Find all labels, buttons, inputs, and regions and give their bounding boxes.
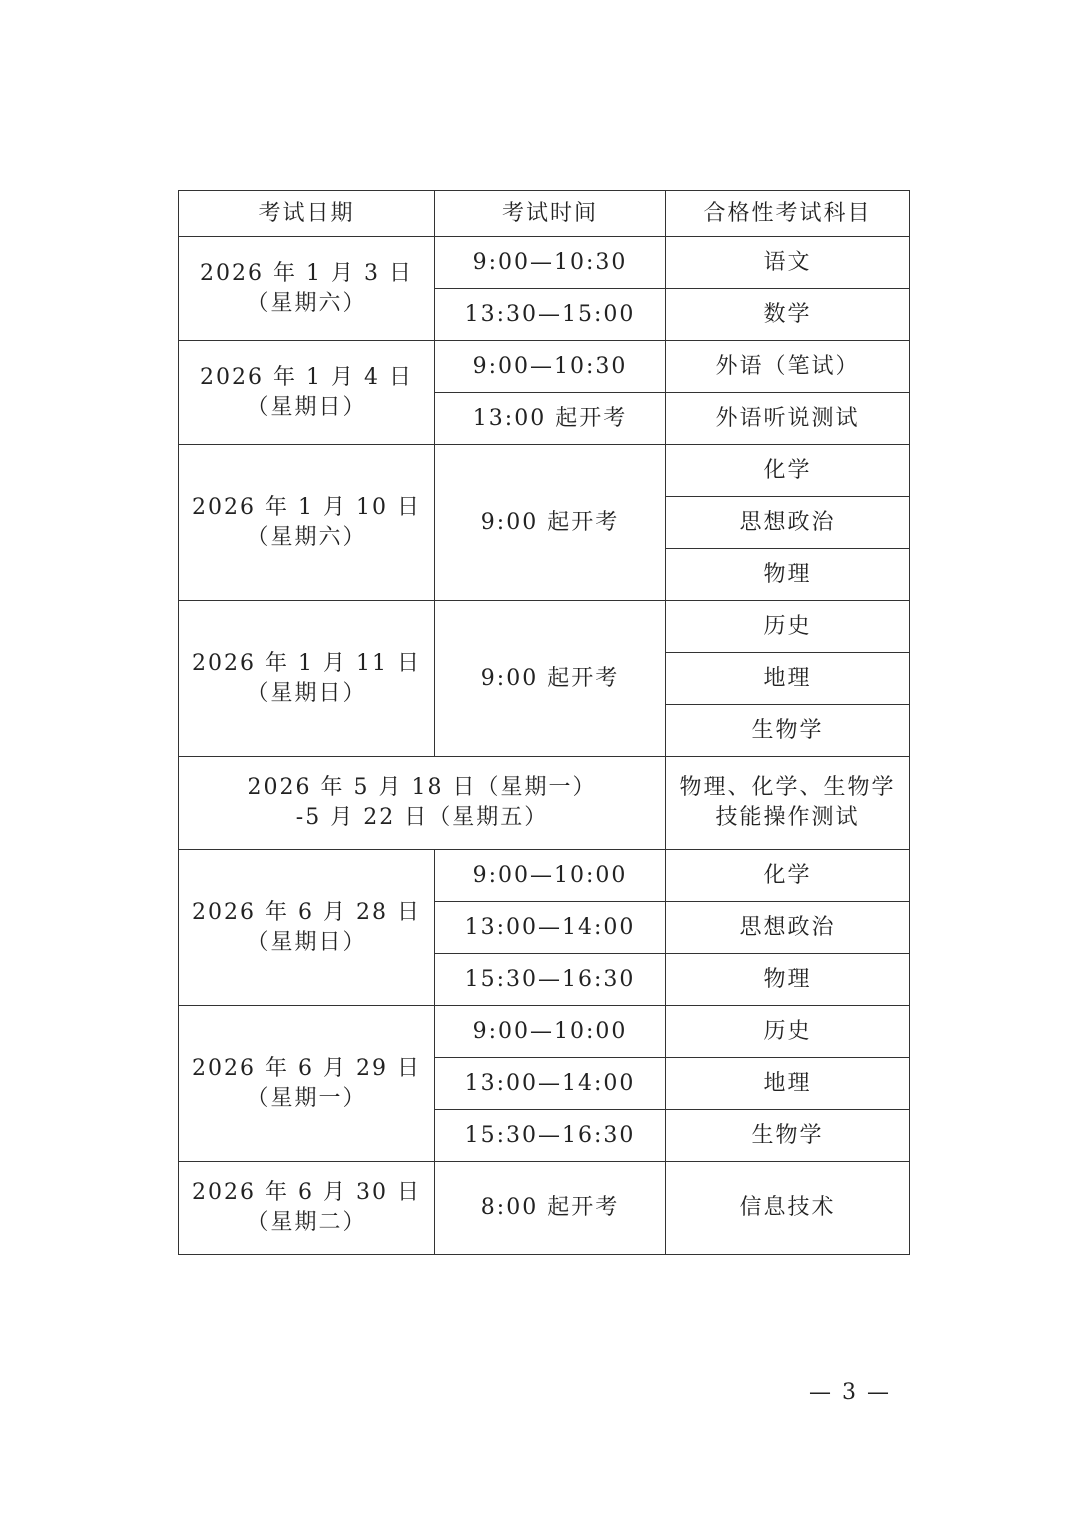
subject-cell: 语文 bbox=[666, 237, 910, 289]
subject-cell bbox=[666, 757, 910, 850]
subject-cell: 信息技术 bbox=[666, 1162, 910, 1255]
date-cell bbox=[179, 445, 435, 601]
subject-cell: 生物学 bbox=[666, 1110, 910, 1162]
date-cell bbox=[179, 237, 435, 341]
subject-cell: 外语听说测试 bbox=[666, 393, 910, 445]
weekday-text: （星期日） bbox=[246, 929, 367, 955]
subject-cell: 化学 bbox=[666, 850, 910, 902]
table-row bbox=[179, 341, 910, 393]
time-cell: 13:00 起开考 bbox=[435, 393, 666, 445]
header-exam-date: 考试日期 bbox=[179, 191, 435, 237]
subject-cell: 历史 bbox=[666, 601, 910, 653]
time-cell: 9:00—10:30 bbox=[435, 341, 666, 393]
table-row bbox=[179, 850, 910, 902]
date-range-start: 2026 年 5 月 18 日（星期一） bbox=[247, 775, 597, 800]
table-header-row bbox=[179, 191, 910, 237]
time-cell: 15:30—16:30 bbox=[435, 954, 666, 1006]
subject-cell: 化学 bbox=[666, 445, 910, 497]
subject-cell: 数学 bbox=[666, 289, 910, 341]
table-row bbox=[179, 237, 910, 289]
date-cell bbox=[179, 341, 435, 445]
subject-cell: 历史 bbox=[666, 1006, 910, 1058]
subject-line: 技能操作测试 bbox=[715, 805, 860, 830]
date-cell bbox=[179, 601, 435, 757]
date-text: 2026 年 1 月 3 日 bbox=[200, 260, 413, 286]
weekday-text: （星期二） bbox=[246, 1210, 367, 1235]
subject-line: 物理、化学、生物学 bbox=[679, 775, 896, 800]
page-number: — 3 — bbox=[809, 1380, 891, 1405]
weekday-text: （星期一） bbox=[246, 1085, 367, 1111]
weekday-text: （星期六） bbox=[246, 290, 367, 316]
subject-cell: 思想政治 bbox=[666, 902, 910, 954]
table-row bbox=[179, 1162, 910, 1255]
subject-cell: 生物学 bbox=[666, 705, 910, 757]
subject-cell: 地理 bbox=[666, 653, 910, 705]
table-row bbox=[179, 757, 910, 850]
date-cell bbox=[179, 1162, 435, 1255]
date-range-cell bbox=[179, 757, 666, 850]
subject-cell: 思想政治 bbox=[666, 497, 910, 549]
weekday-text: （星期六） bbox=[246, 524, 367, 550]
subject-cell: 地理 bbox=[666, 1058, 910, 1110]
date-text: 2026 年 1 月 4 日 bbox=[200, 364, 413, 390]
date-text: 2026 年 6 月 30 日 bbox=[192, 1180, 421, 1205]
time-cell: 13:00—14:00 bbox=[435, 902, 666, 954]
time-cell: 15:30—16:30 bbox=[435, 1110, 666, 1162]
time-cell: 9:00 起开考 bbox=[435, 601, 666, 757]
header-exam-time: 考试时间 bbox=[435, 191, 666, 237]
subject-cell: 物理 bbox=[666, 954, 910, 1006]
time-cell: 9:00 起开考 bbox=[435, 445, 666, 601]
exam-schedule-table bbox=[178, 190, 910, 1255]
subject-cell: 物理 bbox=[666, 549, 910, 601]
time-cell: 8:00 起开考 bbox=[435, 1162, 666, 1255]
subject-cell: 外语（笔试） bbox=[666, 341, 910, 393]
weekday-text: （星期日） bbox=[246, 680, 367, 706]
date-text: 2026 年 1 月 10 日 bbox=[192, 494, 421, 520]
date-text: 2026 年 6 月 29 日 bbox=[192, 1055, 421, 1081]
date-text: 2026 年 6 月 28 日 bbox=[192, 899, 421, 925]
table-row bbox=[179, 1006, 910, 1058]
time-cell: 9:00—10:00 bbox=[435, 1006, 666, 1058]
date-cell bbox=[179, 850, 435, 1006]
time-cell: 13:30—15:00 bbox=[435, 289, 666, 341]
date-text: 2026 年 1 月 11 日 bbox=[192, 650, 421, 676]
table-row bbox=[179, 445, 910, 497]
date-cell bbox=[179, 1006, 435, 1162]
time-cell: 13:00—14:00 bbox=[435, 1058, 666, 1110]
table-row bbox=[179, 601, 910, 653]
weekday-text: （星期日） bbox=[246, 394, 367, 420]
date-range-end: -5 月 22 日（星期五） bbox=[295, 805, 549, 830]
time-cell: 9:00—10:30 bbox=[435, 237, 666, 289]
header-exam-subject: 合格性考试科目 bbox=[666, 191, 910, 237]
time-cell: 9:00—10:00 bbox=[435, 850, 666, 902]
